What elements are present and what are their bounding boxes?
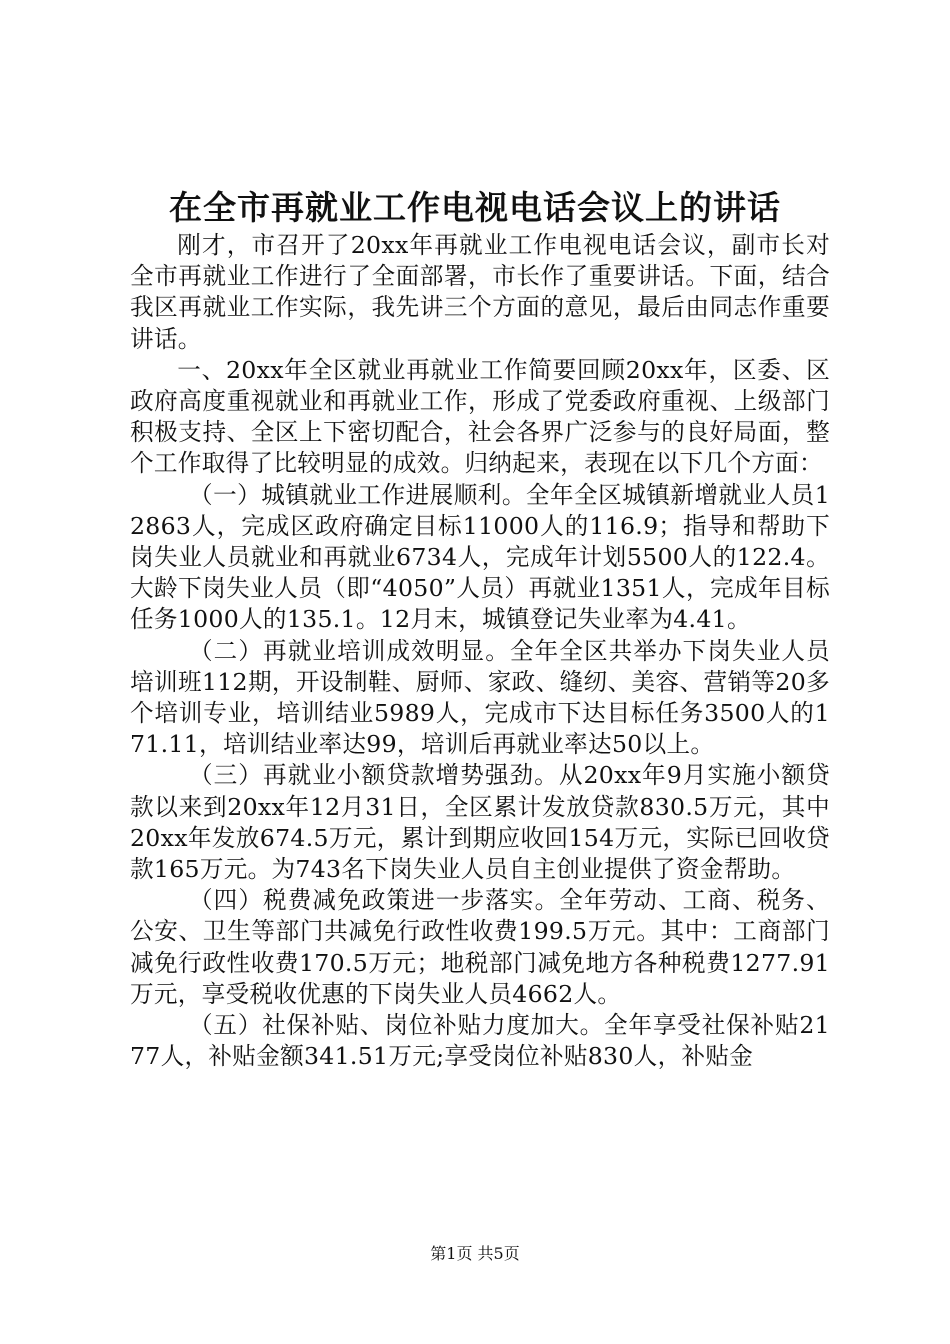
document-title: 在全市再就业工作电视电话会议上的讲话 <box>169 188 781 227</box>
page-footer: 第1页 共5页 <box>430 1244 520 1263</box>
paragraph-subsidies: （五）社保补贴、岗位补贴力度加大。全年享受社保补贴2177人，补贴金额341.51万元;享受岗位补贴830人，补贴金 <box>130 1011 830 1071</box>
paragraph-urban-employment: （一）城镇就业工作进展顺利。全年全区城镇新增就业人员12863人，完成区政府确定目标11000人的116.9；指导和帮助下岗失业人员就业和再就业6734人，完成年计划5500人的122.4。大龄下岗失业人员（即“4050”人员）再就业1351人，完成年目标任务1000人的135.1。12月末，城镇登记失业率为4.41。 <box>130 480 830 634</box>
paragraph-intro: 刚才，市召开了20xx年再就业工作电视电话会议，副市长对全市再就业工作进行了全面部署，市长作了重要讲话。下面，结合我区再就业工作实际，我先讲三个方面的意见，最后由同志作重要讲话。 <box>130 231 830 353</box>
paragraph-microloans: （三）再就业小额贷款增势强劲。从20xx年9月实施小额贷款以来到20xx年12月31日，全区累计发放贷款830.5万元，其中20xx年发放674.5万元，累计到期应收回154万元，实际已回收贷款165万元。为743名下岗失业人员自主创业提供了资金帮助。 <box>130 761 830 884</box>
paragraph-review-heading: 一、20xx年全区就业再就业工作简要回顾20xx年，区委、区政府高度重视就业和再就业工作，形成了党委政府重视、上级部门积极支持、全区上下密切配合，社会各界广泛参与的良好局面，整个工作取得了比较明显的成效。归纳起来，表现在以下几个方面： <box>130 355 830 478</box>
paragraph-tax-relief: （四）税费减免政策进一步落实。全年劳动、工商、税务、公安、卫生等部门共减免行政性收费199.5万元。其中：工商部门减免行政性收费170.5万元；地税部门减免地方各种税费1277.91万元，享受税收优惠的下岗失业人员4662人。 <box>130 886 830 1008</box>
document-body <box>130 230 830 1072</box>
paragraph-training: （二）再就业培训成效明显。全年全区共举办下岗失业人员培训班112期，开设制鞋、厨师、家政、缝纫、美容、营销等20多个培训专业，培训结业5989人，完成市下达目标任务3500人的171.11，培训结业率达99，培训后再就业率达50以上。 <box>130 636 830 759</box>
